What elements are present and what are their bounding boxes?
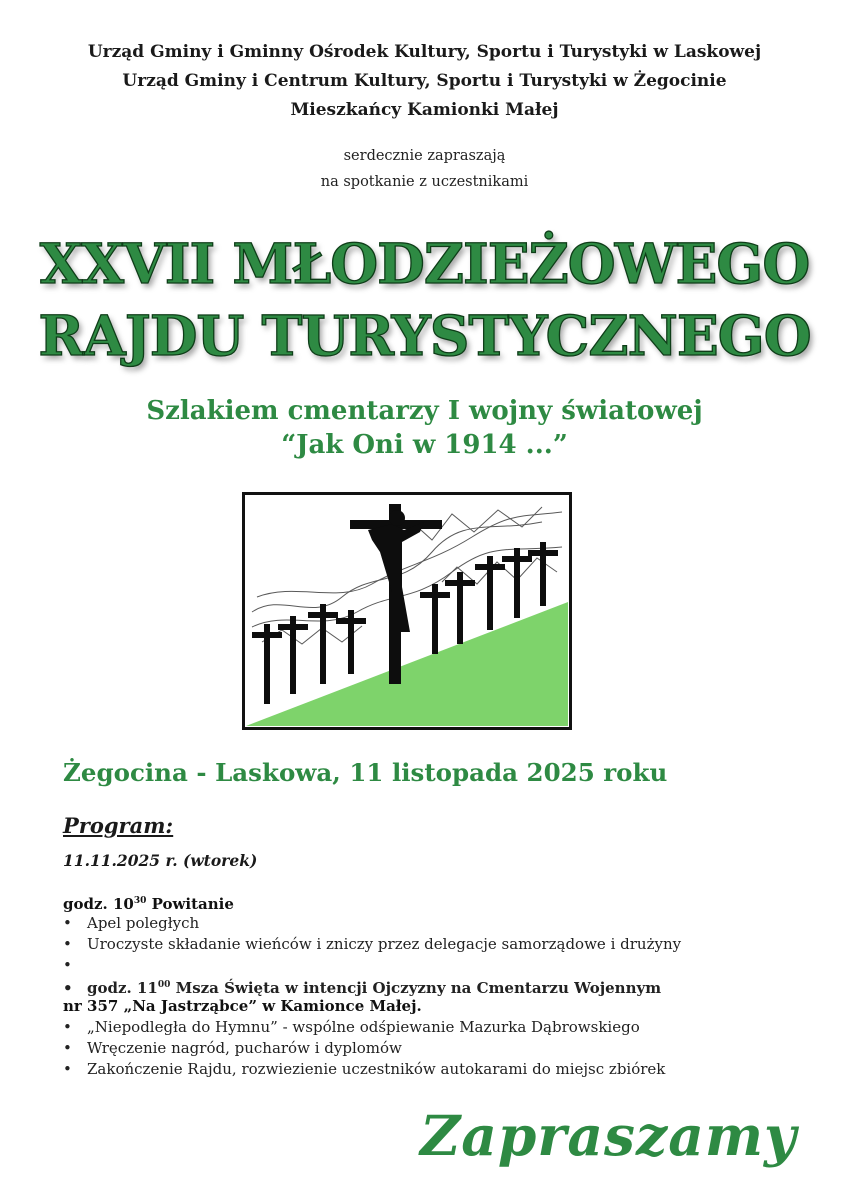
list-item-text: Apel poległych (87, 914, 200, 932)
closing-invitation: Zapraszamy (420, 1103, 797, 1168)
program-date: 11.11.2025 r. (wtorek) (63, 851, 258, 870)
list-item-text: Uroczyste składanie wieńców i zniczy przez delegacje samorządowe i drużyny (87, 935, 682, 953)
cemetery-illustration (242, 492, 572, 730)
bullet: • (63, 914, 72, 932)
organizers (0, 38, 849, 125)
invite-text (0, 143, 849, 195)
bullet: • (63, 956, 72, 974)
subtitle-line: Szlakiem cmentarzy I wojny światowej (146, 396, 703, 426)
place-date: Żegocina - Laskowa, 11 listopada 2025 roku (63, 758, 668, 787)
crosses-hill-image (242, 492, 572, 730)
time-1-label: Powitanie (151, 895, 234, 913)
time-2-label: Msza Święta w intencji Ojczyzny na Cmentarzu Wojennym (175, 979, 662, 997)
list-item (63, 1059, 665, 1080)
time-1-sup: 30 (133, 896, 147, 906)
program-heading: Program: (63, 813, 174, 838)
program-time-2-cont: nr 357 „Na Jastrząbce” w Kamionce Małej. (63, 997, 422, 1015)
list-item (63, 955, 87, 976)
main-title-line-2: RAJDU TURYSTYCZNEGO (38, 303, 811, 368)
main-title-line-1: XXVII MŁODZIEŻOWEGO (39, 231, 810, 296)
bullet: • (63, 1018, 72, 1036)
organizer-line: Urząd Gminy i Gminny Ośrodek Kultury, Sportu i Turystyki w Laskowej (87, 42, 762, 62)
invite-line: na spotkanie z uczestnikami (320, 174, 529, 190)
subtitle (0, 394, 849, 462)
invite-line: serdecznie zapraszają (343, 148, 506, 164)
bullet: • (63, 1039, 72, 1057)
bullet: • (63, 1060, 72, 1078)
program-time-1 (63, 891, 234, 915)
organizer-line: Urząd Gminy i Centrum Kultury, Sportu i Turystyki w Żegocinie (122, 71, 727, 91)
list-item-text: Wręczenie nagród, pucharów i dyplomów (87, 1039, 402, 1057)
bullet: • (63, 979, 73, 997)
list-item-text: Zakończenie Rajdu, rozwiezienie uczestników autokarami do miejsc zbiórek (87, 1060, 666, 1078)
list-item (63, 913, 199, 934)
time-1-prefix: godz. 10 (63, 895, 134, 913)
time-2-sup: 00 (157, 980, 171, 990)
list-item (63, 1038, 402, 1059)
list-item (63, 934, 681, 955)
time-2-prefix: godz. 11 (87, 979, 158, 997)
bullet: • (63, 935, 72, 953)
list-item-text: „Niepodległa do Hymnu” - wspólne odśpiewanie Mazurka Dąbrowskiego (87, 1018, 640, 1036)
organizer-line: Mieszkańcy Kamionki Małej (290, 100, 559, 120)
list-item (63, 1017, 640, 1038)
subtitle-line: “Jak Oni w 1914 ...” (281, 430, 568, 460)
